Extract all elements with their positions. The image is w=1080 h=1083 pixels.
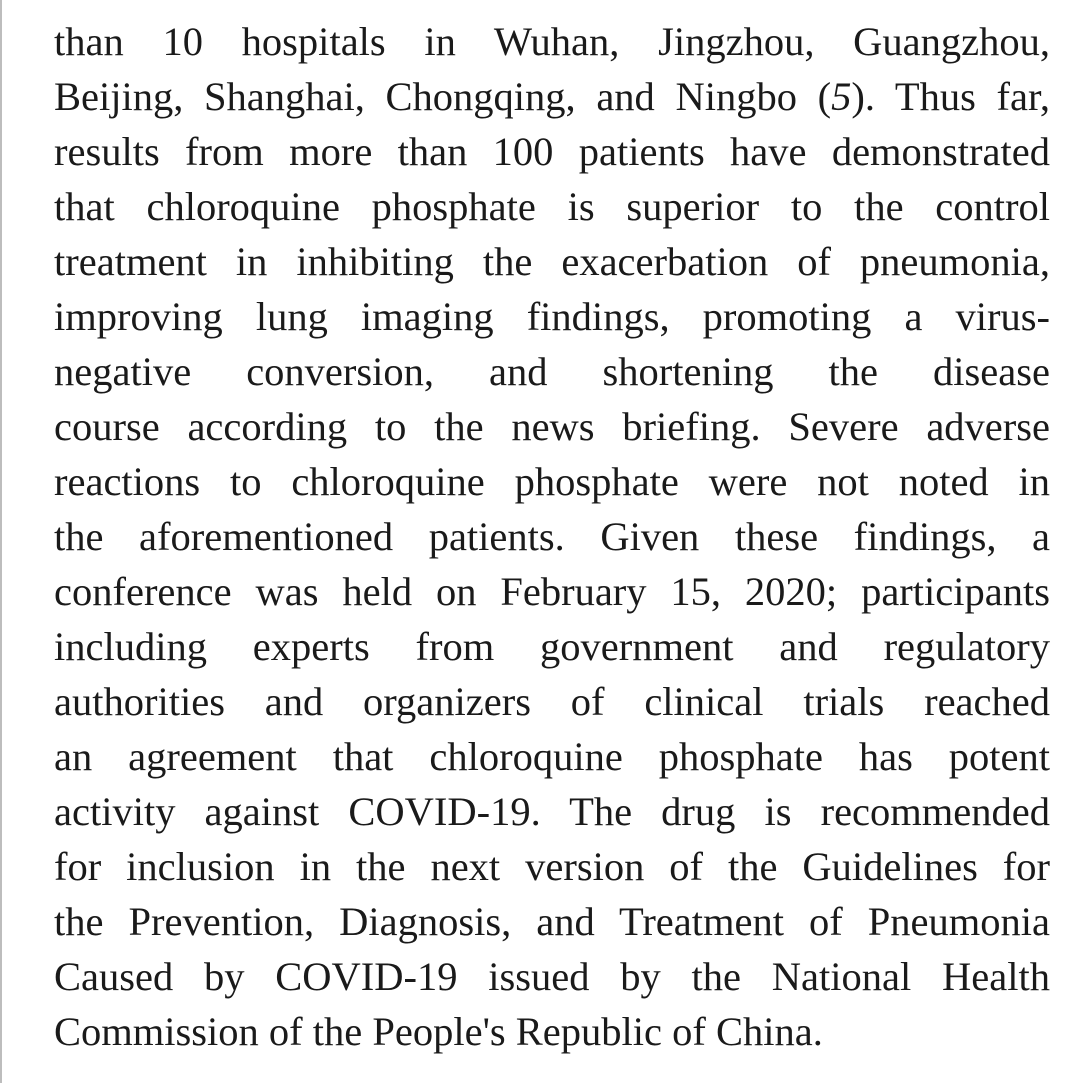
text-line-final: Commission of the People's Republic of China. [54, 1009, 823, 1054]
text-line: negative conversion, and shortening the disease [54, 349, 1050, 394]
text-line: results from more than 100 patients have demonstrated [54, 129, 1050, 174]
text-line: for inclusion in the next version of the Guidelines for [54, 844, 1050, 889]
text-line: conference was held on February 15, 2020; participants [54, 569, 1050, 614]
citation-reference[interactable]: 5 [831, 74, 852, 119]
text-line: an agreement that chloroquine phosphate has potent [54, 734, 1050, 779]
text-segment: Beijing, Shanghai, Chongqing, and Ningbo ( [54, 74, 832, 119]
text-line: reactions to chloroquine phosphate were not noted in [54, 459, 1050, 504]
text-line: than 10 hospitals in Wuhan, Jingzhou, Guangzhou, [54, 19, 1050, 64]
text-segment: ). Thus far, [851, 74, 1051, 119]
text-line: the aforementioned patients. Given these findings, a [54, 514, 1050, 559]
text-line: authorities and organizers of clinical trials reached [54, 679, 1050, 724]
text-line: the Prevention, Diagnosis, and Treatment of Pneumonia [54, 899, 1050, 944]
article-body [54, 14, 1050, 1059]
text-line: Caused by COVID-19 issued by the National Health [54, 954, 1050, 999]
text-line: treatment in inhibiting the exacerbation of pneumonia, [54, 239, 1050, 284]
text-line: improving lung imaging findings, promoting a virus- [54, 294, 1050, 339]
text-line-with-citation [54, 69, 1050, 124]
text-line: activity against COVID-19. The drug is recommended [54, 789, 1050, 834]
text-line: course according to the news briefing. Severe adverse [54, 404, 1050, 449]
text-line: that chloroquine phosphate is superior to the control [54, 184, 1050, 229]
page-edge-rule [0, 0, 2, 1083]
text-line: including experts from government and regulatory [54, 624, 1050, 669]
